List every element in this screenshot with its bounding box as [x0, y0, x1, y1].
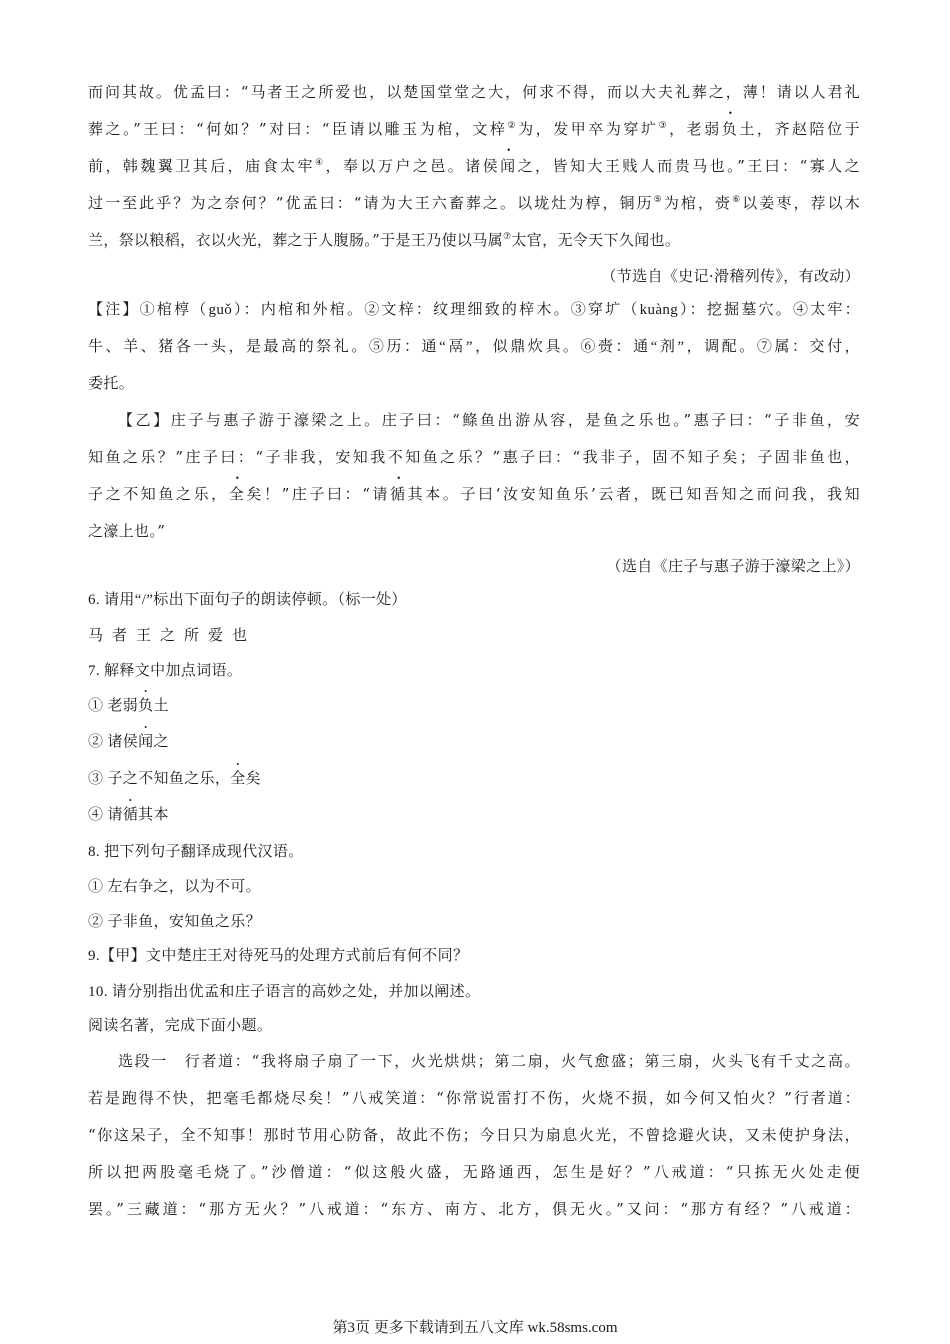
dotted-char-quan: 全: [228, 485, 247, 503]
dotted-char-wen: 闻: [500, 157, 518, 175]
passage-yi-source: （选自《庄子与惠子游于濠梁之上》）: [606, 557, 860, 575]
dotted-char-fu: 负: [721, 120, 740, 138]
question-6: 6. 请用“/”标出下面句子的朗读停顿。（标一处）: [88, 592, 407, 608]
passage-jia-line-2: 葬之。”王曰：“何如？”对曰：“臣请以雕玉为棺，文梓②为，发甲卒为穿圹③，老弱负土，齐赵陪位于: [88, 120, 860, 138]
passage-jia-line-4: 过一至此乎？为之奈何？”优孟曰：“请为大王六畜葬之。以垅灶为椁，铜历⑤为棺，赍⑥以姜枣，荐以木: [88, 194, 860, 212]
passage-yi-line-1: 【乙】庄子与惠子游于濠梁之上。庄子曰：“鲦鱼出游从容，是鱼之乐也。”惠子曰：“子非鱼，安: [118, 411, 860, 429]
passage-jia-line-3: 前，韩魏翼卫其后，庙食太牢④，奉以万户之邑。诸侯闻之，皆知大王贱人而贵马也。”王曰：“寡人之: [88, 157, 860, 175]
passage-jia-line-5: 兰，祭以粮稻，衣以火光，葬之于人腹肠。”于是王乃使以马属⑦太官，无令天下久闻也。: [88, 231, 681, 249]
passage-yi-line-3: 子之不知鱼之乐，全矣！”庄子曰：“请循其本。子曰‘汝安知鱼乐’云者，既已知吾知之而问我，我知: [88, 485, 860, 503]
question-10: 10. 请分别指出优孟和庄子语言的高妙之处，并加以阐述。: [88, 984, 481, 1000]
passage-yi-line-4: 之濠上也。”: [88, 522, 166, 540]
question-7-item-4: ④ 请循其本: [88, 807, 169, 823]
passage-yi-line-2: 知鱼之乐？”庄子曰：“子非我，安知我不知鱼之乐？”惠子曰：“我非子，固不知子矣；子固非鱼也，: [88, 448, 860, 466]
question-6-sentence: 马者王之所爱也: [88, 628, 257, 644]
excerpt-line-3: “你这呆子，全不知事！那时节用心防备，故此不伤；今日只为扇息火光，不曾捻避火诀，又未使护身法，: [88, 1126, 860, 1144]
passage-jia-line-1: 而问其故。优孟曰：“马者王之所爱也，以楚国堂堂之大，何求不得，而以大夫礼葬之，薄！请以人君礼: [88, 83, 860, 101]
question-7: 7. 解释文中加点词语。: [88, 663, 243, 679]
dotted-char-xun: 循: [390, 485, 408, 503]
passage-jia-source: （节选自《史记·滑稽列传》，有改动）: [601, 267, 860, 285]
question-7-item-2: ② 诸侯闻之: [88, 734, 169, 750]
notes-line-2: 牛、羊、猪各一头，是最高的祭礼。⑤历：通“鬲”，似鼎炊具。⑥赍：通“剂”，调配。⑦属：交付，: [88, 339, 860, 355]
excerpt-line-5: 罢。”三藏道：“那方无火？”八戒道：“东方、南方、北方，俱无火。”又问：“那方有经？”八戒道：: [88, 1200, 860, 1218]
notes-line-1: 【注】①棺椁（guǒ）：内棺和外棺。②文梓：纹理细致的梓木。③穿圹（kuàng）：挖掘墓穴。④太牢：: [88, 302, 860, 318]
excerpt-line-2: 若是跑得不快，把毫毛都烧尽矣！”八戒笑道：“你常说雷打不伤，火烧不损，如今何又怕火？”行者道：: [88, 1089, 860, 1107]
question-8-item-1: ① 左右争之，以为不可。: [88, 879, 261, 895]
question-7-item-3: ③ 子之不知鱼之乐，全矣: [88, 771, 261, 787]
question-8-item-2: ② 子非鱼，安知鱼之乐？: [88, 914, 261, 930]
page-footer: 第3页 更多下载请到五八文库 wk.58sms.com: [332, 1320, 618, 1336]
excerpt-line-1: 选段一 行者道：“我将扇子扇了一下，火光烘烘；第二扇，火气愈盛；第三扇，火头飞有千丈之高。: [118, 1052, 860, 1070]
excerpt-line-4: 所以把两股毫毛烧了。”沙僧道：“似这般火盛，无路通西，怎生是好？”八戒道：“只拣无火处走便: [88, 1163, 860, 1181]
reading-instruction: 阅读名著，完成下面小题。: [88, 1018, 273, 1034]
notes-line-3: 委托。: [88, 376, 135, 392]
question-8: 8. 把下列句子翻译成现代汉语。: [88, 844, 304, 860]
question-9: 9.【甲】文中楚庄王对待死马的处理方式前后有何不同？: [88, 948, 469, 964]
question-7-item-1: ① 老弱负土: [88, 698, 169, 714]
